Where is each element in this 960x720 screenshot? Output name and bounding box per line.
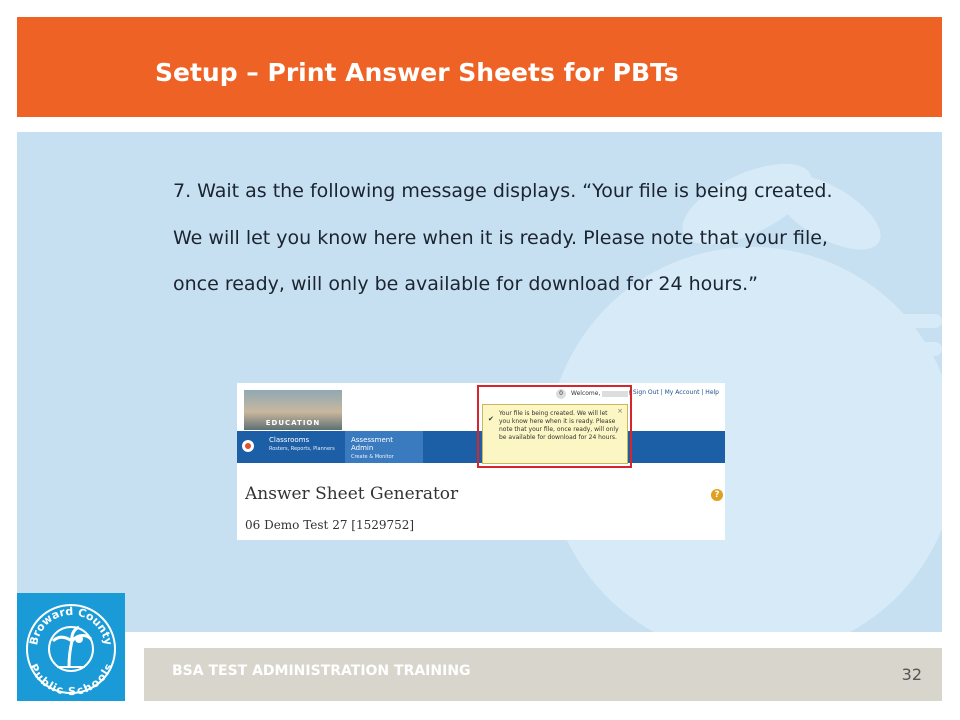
embedded-screenshot (237, 383, 725, 540)
slide-title: Setup – Print Answer Sheets for PBTs (155, 58, 679, 87)
notice-text: Your file is being created. We will let you know here when it is ready. Please note that your file, once ready, will only be available for download for 24 hours. (499, 410, 619, 441)
check-icon: ✔ (488, 415, 494, 423)
school-logo (17, 593, 125, 701)
page-number: 32 (901, 665, 922, 684)
content-area (17, 132, 942, 632)
nav-tab-title: Classrooms (269, 436, 310, 444)
help-icon[interactable]: ? (711, 489, 723, 501)
nav-tab-classrooms[interactable] (263, 431, 345, 463)
test-name: 06 Demo Test 27 [1529752] (245, 518, 415, 532)
nav-tab-subtitle: Create & Monitor (351, 454, 394, 460)
footer-text: BSA TEST ADMINISTRATION TRAINING (172, 663, 471, 679)
banner-text: EDUCATION (265, 419, 321, 427)
home-icon-dot (245, 443, 251, 449)
instruction-text: 7. Wait as the following message displays. “Your file is being created. We will let you know here when it is ready. Please note that your file, once ready, will only be available for download for 24 hours.” (173, 180, 833, 295)
highlight-box (477, 385, 632, 468)
close-icon[interactable]: × (617, 407, 623, 415)
footer-bar (144, 648, 942, 701)
welcome-label: Welcome, (571, 390, 601, 397)
welcome-end: ! (628, 390, 631, 397)
home-icon[interactable] (242, 440, 254, 452)
generator-title: Answer Sheet Generator (245, 484, 459, 504)
education-banner (244, 390, 342, 430)
logo-emblem (17, 593, 125, 701)
notification-badge[interactable]: 0 (556, 389, 566, 399)
nav-tab-subtitle: Rosters, Reports, Planners (269, 446, 335, 452)
logo-top-text: Broward County (27, 604, 115, 647)
logo-bottom-text: Public Schools (26, 661, 116, 699)
nav-tab-title: Assessment Admin (351, 436, 393, 452)
top-links[interactable]: Sign Out | My Account | Help (632, 389, 719, 396)
nav-tab-assessment-admin[interactable] (345, 431, 423, 463)
